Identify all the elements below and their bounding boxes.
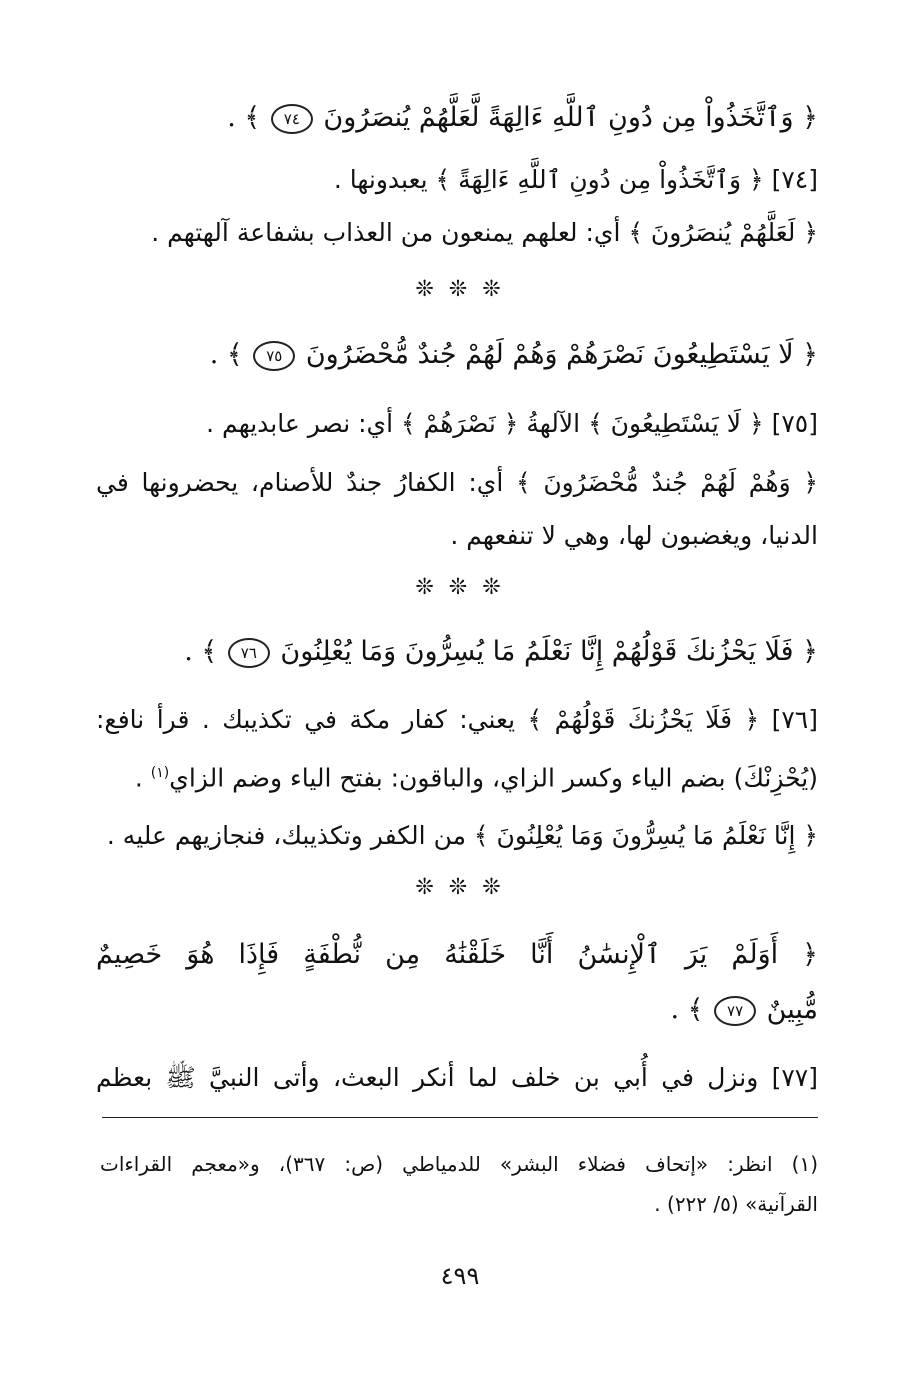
verse-tail: ﴾ . xyxy=(670,994,713,1025)
footnote-line: القرآنية» (٥/ ٢٢٢) . xyxy=(654,1192,818,1216)
commentary-line: الدنيا، ويغضبون لها، وهي لا تنفعهم . xyxy=(450,521,818,550)
verse-text: مُّبِينٌ xyxy=(758,994,818,1025)
section-separator: ❊ ❊ ❊ xyxy=(415,575,505,600)
commentary-line: [٧٦] ﴿ فَلَا يَحْزُنكَ قَوْلُهُمْ ﴾ يعني: كفار مكة في تكذيبك . قرأ نافع: xyxy=(96,705,818,734)
commentary-line: [٧٥] ﴿ لَا يَسْتَطِيعُونَ ﴾ الآلهةُ ﴿ نَصْرَهُمْ ﴾ أي: نصر عابديهم . xyxy=(206,409,818,438)
commentary-line: [٧٤] ﴿ وَٱتَّخَذُواْ مِن دُونِ ٱللَّهِ ءَالِهَةً ﴾ يعبدونها . xyxy=(333,165,818,194)
verse-tail: ﴾ . xyxy=(209,339,252,370)
commentary-line: ﴿ وَهُمْ لَهُمْ جُندٌ مُّحْضَرُونَ ﴾ أي: الكفارُ جندٌ للأصنام، يحضرونها في xyxy=(96,468,818,497)
footnote-line: (١) انظر: «إتحاف فضلاء البشر» للدمياطي (ص: ٣٦٧)، و«معجم القراءات xyxy=(100,1152,818,1176)
verse-text: ﴿ وَٱتَّخَذُواْ مِن دُونِ ٱللَّهِ ءَالِهَةً لَّعَلَّهُمْ يُنصَرُونَ xyxy=(314,102,818,133)
ayah-number-marker: ٧٥ xyxy=(253,341,295,371)
verse-75 xyxy=(96,335,818,375)
ayah-number-marker: ٧٦ xyxy=(228,638,270,668)
verse-76 xyxy=(96,632,818,672)
commentary-line: [٧٧] ونزل في أُبي بن خلف لما أنكر البعث، وأتى النبيَّ ﷺ بعظم xyxy=(96,1063,818,1092)
verse-text: ﴿ لَا يَسْتَطِيعُونَ نَصْرَهُمْ وَهُمْ لَهُمْ جُندٌ مُّحْضَرُونَ xyxy=(297,339,818,370)
verse-text: ﴿ فَلَا يَحْزُنكَ قَوْلُهُمْ إِنَّا نَعْلَمُ مَا يُسِرُّونَ وَمَا يُعْلِنُونَ xyxy=(271,636,818,667)
footnote-reference: (١) xyxy=(150,765,170,781)
ayah-number-marker: ٧٧ xyxy=(714,996,756,1026)
commentary-line: ﴿ لَعَلَّهُمْ يُنصَرُونَ ﴾ أي: لعلهم يمنعون من العذاب بشفاعة آلهتهم . xyxy=(151,218,818,247)
section-separator: ❊ ❊ ❊ xyxy=(415,277,505,302)
ayah-number-marker: ٧٤ xyxy=(271,104,313,134)
verse-77-continued xyxy=(96,990,818,1030)
page-number: ٤٩٩ xyxy=(440,1262,480,1290)
verse-77: ﴿ أَوَلَمْ يَرَ ٱلْإِنسَٰنُ أَنَّا خَلَقْنَٰهُ مِن نُّطْفَةٍ فَإِذَا هُوَ خَصِيمٌ xyxy=(96,939,818,970)
commentary-line xyxy=(96,753,818,798)
footnote-divider xyxy=(102,1117,818,1118)
verse-tail: ﴾ . xyxy=(184,636,226,667)
verse-tail: ﴾ . xyxy=(227,102,269,133)
commentary-text: (يُحْزِنْكَ) بضم الياء وكسر الزاي، والباقون: بفتح الياء وضم الزاي xyxy=(169,763,818,793)
commentary-tail: . xyxy=(134,763,151,793)
commentary-line: ﴿ إِنَّا نَعْلَمُ مَا يُسِرُّونَ وَمَا يُعْلِنُونَ ﴾ من الكفر وتكذيبك، فنجازيهم عليه . xyxy=(106,821,818,850)
section-separator: ❊ ❊ ❊ xyxy=(415,875,505,900)
verse-74 xyxy=(96,98,818,138)
